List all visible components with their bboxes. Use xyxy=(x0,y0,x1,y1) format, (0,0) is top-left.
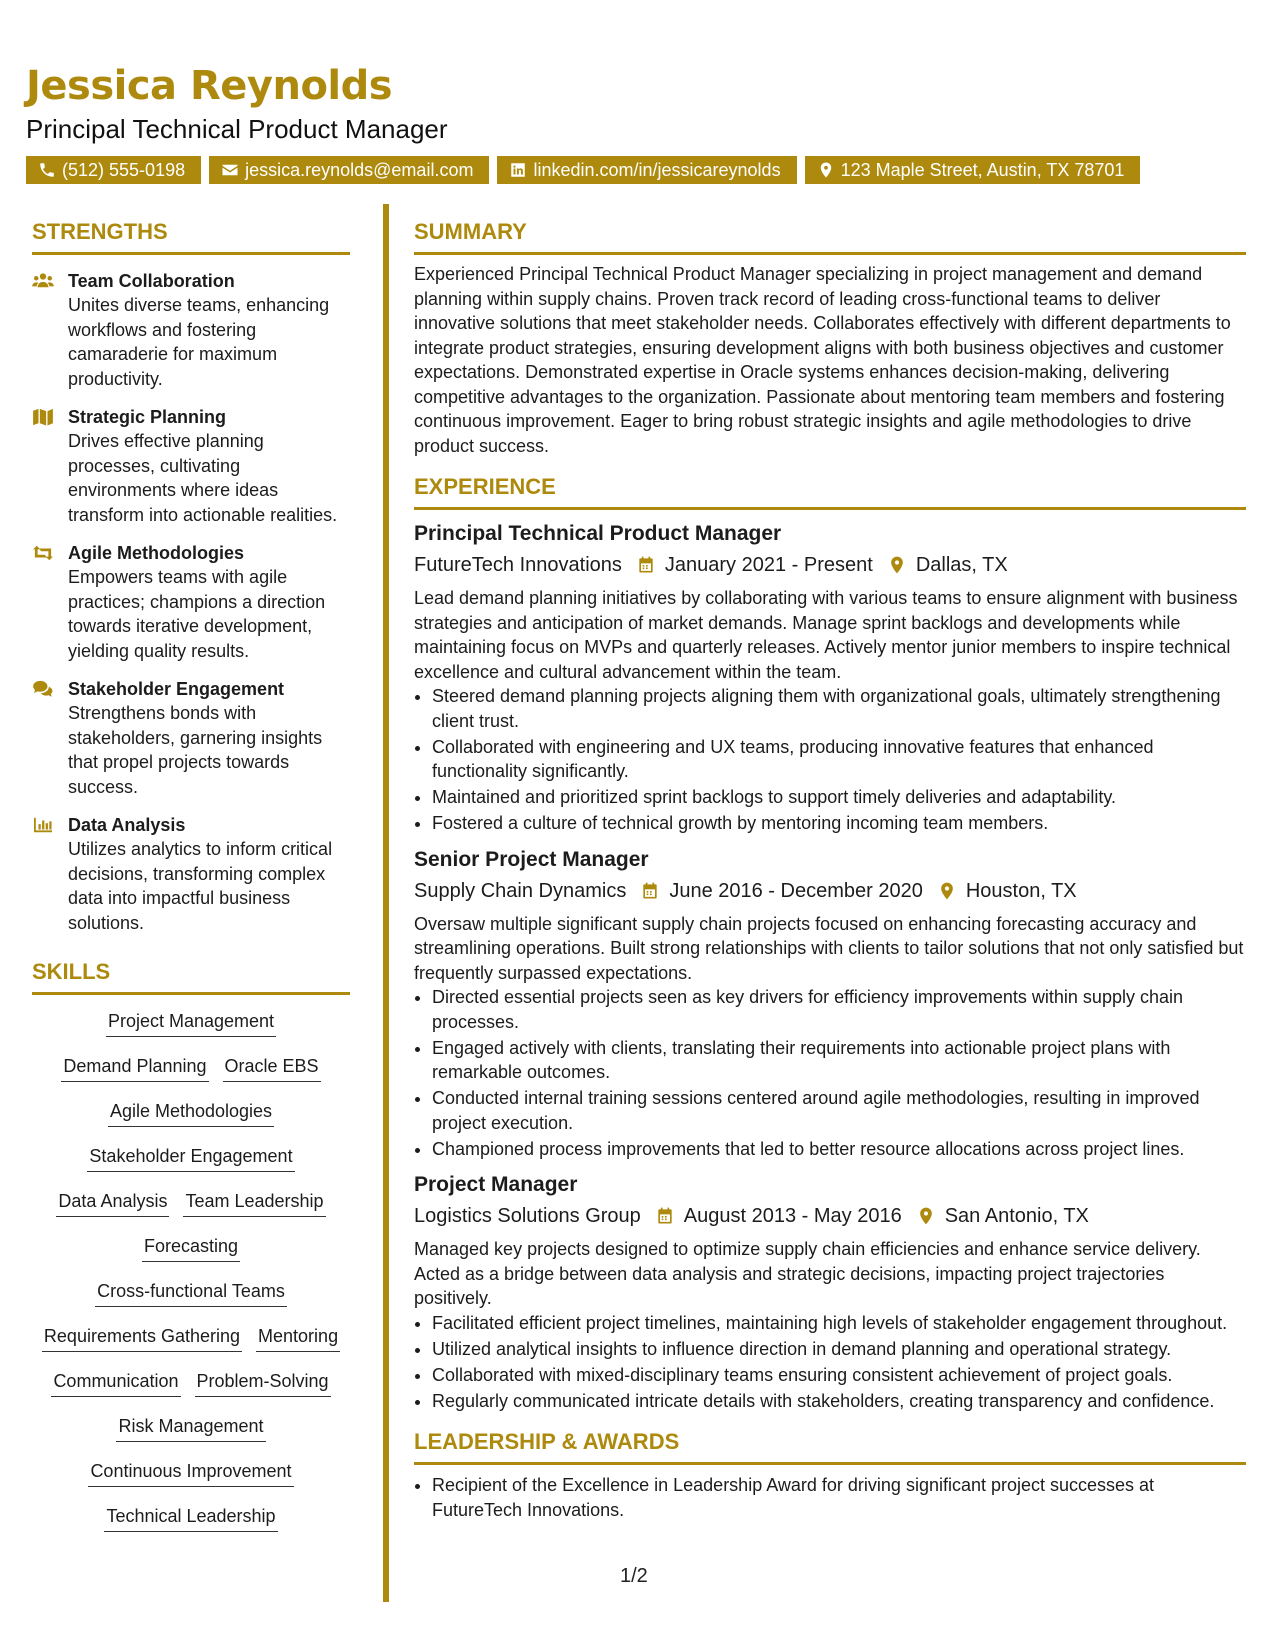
envelope-icon xyxy=(221,161,239,179)
job-dates: June 2016 - December 2020 xyxy=(669,879,923,902)
skill-row xyxy=(88,1459,293,1504)
job-description: Oversaw multiple significant supply chain projects focused on enhancing forecasting accuracy and streamlining operations. Built strong relationships with clients to tailor solutions that not only satisfied but frequently surpassed expectations. xyxy=(414,913,1244,983)
strength-title: Agile Methodologies xyxy=(68,543,245,563)
job-description: Lead demand planning initiatives by collaborating with various teams to ensure alignment with business strategies and anticipation of market demands. Manage sprint backlogs and developments while maintaining focus on MVPs and quarterly releases. Actively mentor junior members to inspire technical excellence and cultural advancement within the team. xyxy=(414,588,1238,682)
job-description: Managed key projects designed to optimize supply chain efficiencies and enhance service delivery. Acted as a bridge between data analysis and strategic decisions, impacting project trajectories positively. xyxy=(414,1239,1201,1308)
job-title: Project Manager xyxy=(414,1173,578,1196)
skill-tag: Cross-functional Teams xyxy=(95,1279,287,1307)
contact-bar xyxy=(26,156,1246,184)
users-icon xyxy=(32,272,54,290)
skill-row xyxy=(42,1324,340,1369)
job-title: Principal Technical Product Manager xyxy=(414,522,782,545)
section-divider xyxy=(32,252,350,255)
job-bullets xyxy=(414,684,1246,836)
strength-title: Data Analysis xyxy=(68,815,186,835)
strength-title: Stakeholder Engagement xyxy=(68,679,285,699)
retweet-icon xyxy=(32,544,54,562)
job-bullet: • Facilitated efficient project timelines, maintaining high levels of stakeholder engagement throughout. xyxy=(432,1311,1246,1336)
left-column xyxy=(32,217,350,1549)
contact-linkedin[interactable] xyxy=(497,156,796,184)
map-pin-icon xyxy=(887,555,907,575)
skill-tag: Technical Leadership xyxy=(104,1504,277,1532)
map-pin-icon xyxy=(937,881,957,901)
job-bullet: • Championed process improvements that led to better resource allocations across project lines. xyxy=(432,1137,1246,1162)
job-bullet: • Maintained and prioritized sprint backlogs to support timely deliveries and adaptability. xyxy=(432,785,1246,810)
job-bullets xyxy=(414,985,1246,1161)
job-company: Logistics Solutions Group xyxy=(414,1205,641,1227)
job-location: Houston, TX xyxy=(965,879,1077,902)
strength-description: Empowers teams with agile practices; champions a direction towards iterative development, yielding quality results. xyxy=(68,567,326,661)
job-company: Supply Chain Dynamics xyxy=(414,879,627,902)
strength-description: Strengthens bonds with stakeholders, garnering insights that propel projects towards success. xyxy=(68,703,323,797)
job-entry xyxy=(414,520,1246,836)
skill-row xyxy=(142,1234,240,1279)
job-bullets xyxy=(414,1311,1246,1414)
strengths-heading: STRENGTHS xyxy=(32,219,168,244)
contact-phone[interactable] xyxy=(26,156,201,184)
job-bullet: • Conducted internal training sessions centered around agile methodologies, resulting in improved project execution. xyxy=(432,1086,1246,1135)
skill-tag: Demand Planning xyxy=(61,1054,208,1082)
awards-heading: LEADERSHIP & AWARDS xyxy=(414,1429,680,1454)
right-column xyxy=(414,217,1246,1524)
summary-section xyxy=(414,217,1246,458)
strength-item xyxy=(32,405,350,527)
chart-bar-icon xyxy=(32,816,54,834)
skill-tag: Continuous Improvement xyxy=(88,1459,293,1487)
calendar-icon xyxy=(655,1206,675,1226)
strength-title: Strategic Planning xyxy=(68,407,227,427)
map-icon xyxy=(32,408,54,426)
job-dates: August 2013 - May 2016 xyxy=(683,1205,902,1227)
strength-description: Drives effective planning processes, cultivating environments where ideas transform into actionable realities. xyxy=(68,431,338,525)
map-pin-icon xyxy=(916,1206,936,1226)
candidate-role: Principal Technical Product Manager xyxy=(26,114,448,144)
skill-row xyxy=(116,1414,265,1459)
job-bullet: • Engaged actively with clients, translating their requirements into actionable project plans with remarkable outcomes. xyxy=(432,1036,1246,1085)
job-entry xyxy=(414,1171,1246,1413)
skill-row xyxy=(56,1189,325,1234)
skill-tag: Requirements Gathering xyxy=(42,1324,242,1352)
skill-tag: Risk Management xyxy=(116,1414,265,1442)
job-bullet: • Steered demand planning projects aligning them with organizational goals, ultimately strengthening client trust. xyxy=(432,684,1246,733)
map-pin-icon xyxy=(817,161,835,179)
summary-heading: SUMMARY xyxy=(414,219,527,244)
job-entry xyxy=(414,846,1246,1162)
job-company: FutureTech Innovations xyxy=(414,554,622,576)
skill-tag: Team Leadership xyxy=(183,1189,325,1217)
job-dates: January 2021 - Present xyxy=(664,554,873,576)
strength-item xyxy=(32,541,350,663)
job-bullet: • Collaborated with mixed-disciplinary teams ensuring consistent achievement of project goals. xyxy=(432,1363,1246,1388)
strength-item xyxy=(32,813,350,935)
job-bullet: • Utilized analytical insights to influence direction in demand planning and operational strategy. xyxy=(432,1337,1246,1362)
contact-email[interactable] xyxy=(209,156,489,184)
award-item: • Recipient of the Excellence in Leadership Award for driving significant project successes at FutureTech Innovations. xyxy=(432,1473,1246,1522)
skill-tag: Stakeholder Engagement xyxy=(87,1144,294,1172)
contact-address xyxy=(805,156,1141,184)
contact-linkedin-text: linkedin.com/in/jessicareynolds xyxy=(533,160,781,180)
skills-section xyxy=(32,957,350,1549)
strength-item xyxy=(32,269,350,391)
calendar-icon xyxy=(636,555,656,575)
job-bullet: • Regularly communicated intricate details with stakeholders, creating transparency and confidence. xyxy=(432,1389,1246,1414)
skill-tag: Communication xyxy=(51,1369,180,1397)
job-meta xyxy=(414,1201,1246,1231)
skill-tag: Mentoring xyxy=(256,1324,340,1352)
summary-text: Experienced Principal Technical Product Manager specializing in project management and demand planning within supply chains. Proven track record of leading cross-functional teams to deliver innovative solutions that meet stakeholder needs. Collaborates effectively with different departments to integrate product strategies, ensuring development aligns with both business objectives and customer expectations. Demonstrated expertise in Oracle systems enhances decision-making, delivering competitive advantages to the organization. Passionate about mentoring team members and fostering continuous improvement. Eager to bring robust strategic insights and agile methodologies to drive product success. xyxy=(414,264,1231,456)
strength-item xyxy=(32,677,350,799)
section-divider xyxy=(414,1462,1246,1465)
contact-phone-text: (512) 555-0198 xyxy=(62,160,186,180)
experience-section xyxy=(414,472,1246,1413)
job-meta xyxy=(414,876,1246,906)
job-location: Dallas, TX xyxy=(915,554,1008,576)
skill-tag: Agile Methodologies xyxy=(108,1099,274,1127)
skill-tag: Project Management xyxy=(106,1009,276,1037)
skill-tag: Data Analysis xyxy=(56,1189,169,1217)
strength-title: Team Collaboration xyxy=(68,271,235,291)
comments-icon xyxy=(32,680,54,698)
skill-row xyxy=(51,1369,330,1414)
contact-email-text: jessica.reynolds@email.com xyxy=(245,160,474,180)
job-bullet: • Collaborated with engineering and UX teams, producing innovative features that enhanced functionality significantly. xyxy=(432,735,1246,784)
column-divider xyxy=(383,204,389,1602)
strength-description: Unites diverse teams, enhancing workflows and fostering camaraderie for maximum productivity. xyxy=(68,295,330,389)
section-divider xyxy=(414,252,1246,255)
awards-list xyxy=(414,1473,1246,1522)
job-location: San Antonio, TX xyxy=(944,1205,1089,1227)
skill-row xyxy=(87,1144,294,1189)
awards-section xyxy=(414,1427,1246,1522)
job-title: Senior Project Manager xyxy=(414,847,649,871)
skills-list xyxy=(32,1009,350,1549)
strength-description: Utilizes analytics to inform critical decisions, transforming complex data into impactful business solutions. xyxy=(68,839,333,933)
section-divider xyxy=(414,507,1246,510)
skill-row xyxy=(104,1504,277,1549)
section-divider xyxy=(32,992,350,995)
skills-heading: SKILLS xyxy=(32,959,111,984)
resume-header xyxy=(26,60,1246,184)
contact-address-text: 123 Maple Street, Austin, TX 78701 xyxy=(840,160,1125,180)
skill-row xyxy=(106,1009,276,1054)
job-bullet: • Directed essential projects seen as key drivers for efficiency improvements within supply chain processes. xyxy=(432,985,1246,1034)
skill-row xyxy=(95,1279,287,1324)
phone-icon xyxy=(38,161,56,179)
job-bullet: • Fostered a culture of technical growth by mentoring incoming team members. xyxy=(432,811,1246,836)
skill-tag: Oracle EBS xyxy=(223,1054,321,1082)
job-meta xyxy=(414,550,1246,580)
skill-row xyxy=(61,1054,320,1099)
linkedin-icon xyxy=(509,161,527,179)
page-number: 1/2 xyxy=(620,1565,648,1587)
strengths-section xyxy=(32,217,350,935)
skill-tag: Problem-Solving xyxy=(195,1369,331,1397)
candidate-name: Jessica Reynolds xyxy=(26,63,393,109)
experience-heading: EXPERIENCE xyxy=(414,474,556,499)
calendar-icon xyxy=(640,881,660,901)
skill-tag: Forecasting xyxy=(142,1234,240,1262)
skill-row xyxy=(108,1099,274,1144)
